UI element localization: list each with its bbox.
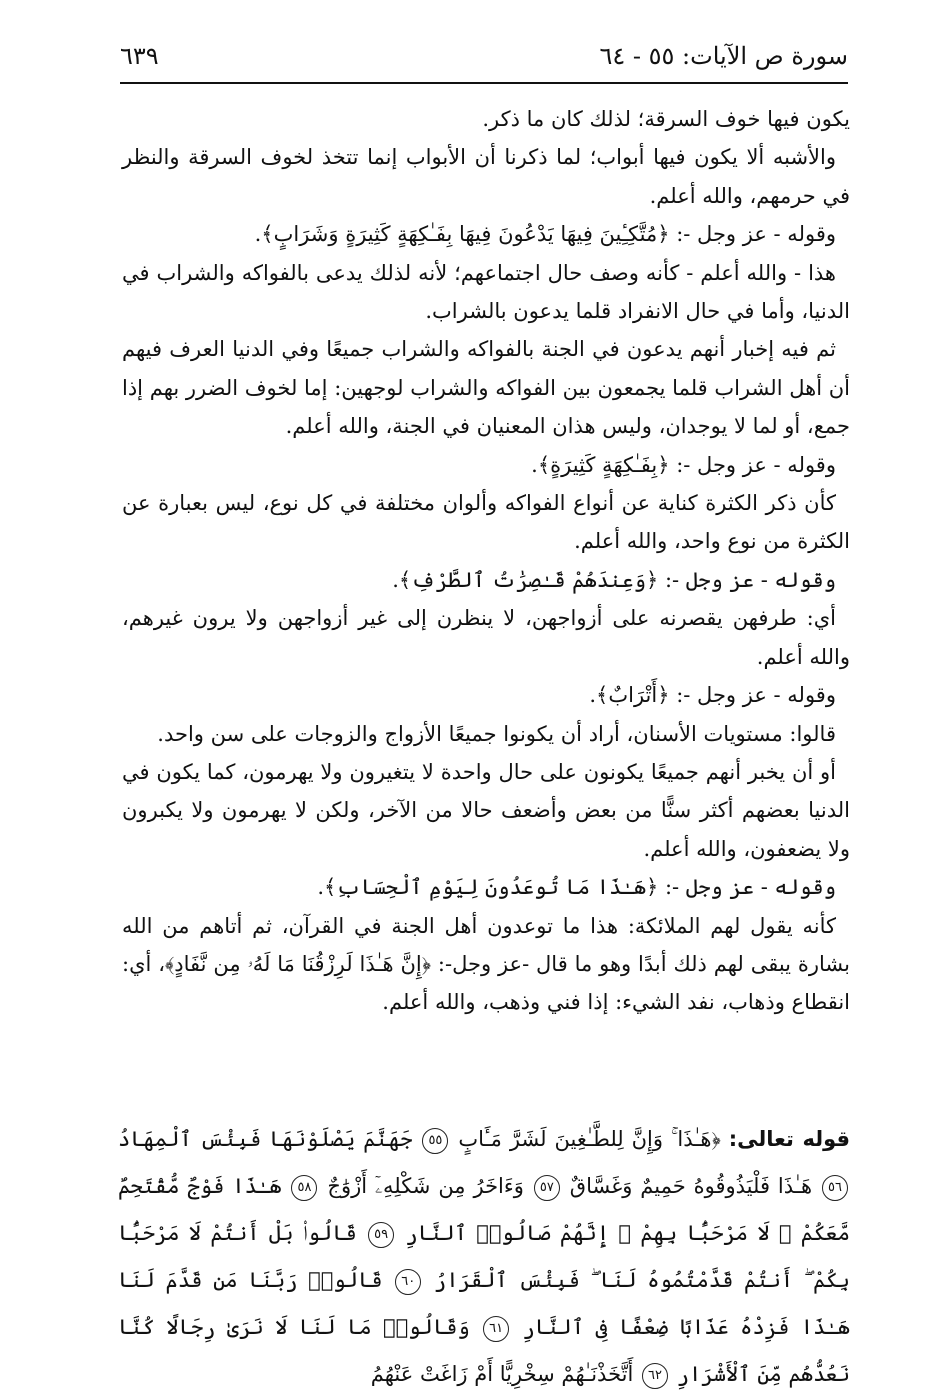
ayah-number-marker: ٥٩ [368, 1222, 394, 1248]
paragraph: هذا - والله أعلم - كأنه وصف حال اجتماعهم؛ لأنه لذلك يدعى بالفواكه والشراب في الدنيا، وأما في حال الانفراد قلما يدعون بالشراب. [122, 260, 850, 324]
ayah-number-marker: ٦٢ [642, 1363, 668, 1389]
page-header [120, 38, 848, 84]
ayah-text: قَالُوا۟ رَبَّنَا مَن قَدَّمَ لَنَا هَـٰذَا فَزِدْهُ عَذَابًا ضِعْفًا فِى ٱلنَّارِ [118, 1268, 850, 1339]
ayah-number-marker: ٦٠ [395, 1269, 421, 1295]
paragraph: كأنه يقول لهم الملائكة: هذا ما توعدون أهل الجنة في القرآن، ثم أتاهم من الله بشارة يبقى لهم ذلك أبدًا وهو ما قال -عز وجل-: ﴿إِنَّ هَـٰذَا لَرِزْقُنَا مَا لَهُۥ مِن نَّفَادٍ﴾، أي: انقطاع وذهاب، نفد الشيء: إذا فني وذهب، والله أعلم. [122, 913, 850, 1015]
paragraph: أو أن يخبر أنهم جميعًا يكونون على حال واحدة لا يتغيرون ولا يهرمون، كما يكون في الدنيا بعضهم أكثر سنًّا من بعض وأضعف حالا من الآخر، ولكن لا يهرمون ولا يكبرون ولا يضعفون، والله أعلم. [122, 759, 850, 861]
quran-passage [118, 1116, 850, 1398]
ayah-number-marker: ٥٧ [534, 1175, 560, 1201]
commentary-body [122, 100, 850, 1022]
verse-citation: وقوله - عز وجل -: ﴿أَتْرَابٌ﴾. [589, 683, 836, 708]
verse-citation: وقوله - عز وجل -: ﴿وَعِندَهُمْ قَـٰصِرَٰتُ ٱلطَّرْفِ﴾. [392, 567, 836, 592]
paragraph: أي: طرفهن يقصرنه على أزواجهن، لا ينظرن إلى غير أزواجهن ولا يرون غيرهم، والله أعلم. [122, 606, 850, 669]
paragraph: كأن ذكر الكثرة كناية عن أنواع الفواكه وألوان مختلفة في كل نوع، ليس بعبارة عن الكثرة من نوع واحد، والله أعلم. [122, 491, 850, 554]
verse-citation: وقوله - عز وجل -: ﴿هَـٰذَا مَا تُوعَدُونَ لِيَوْمِ ٱلْحِسَابِ﴾. [317, 875, 836, 900]
ayah-text: جَهَنَّمَ يَصْلَوْنَهَا فَبِئْسَ ٱلْمِهَادُ [118, 1127, 413, 1151]
ayah-number-marker: ٦١ [483, 1316, 509, 1342]
paragraph: والأشبه ألا يكون فيها أبواب؛ لما ذكرنا أن الأبواب إنما تتخذ لخوف السرقة والنظر في حرمهم، والله أعلم. [122, 145, 850, 208]
ayah-text: هَـٰذَا فَلْيَذُوقُوهُ حَمِيمٌ وَغَسَّاقٌ [569, 1174, 813, 1198]
ayah-text: وَقَالُوا۟ مَا لَنَا لَا نَرَىٰ رِجَالًا كُنَّا نَعُدُّهُم مِّنَ ٱلْأَشْرَارِ [118, 1315, 850, 1386]
verse-citation: وقوله - عز وجل -: ﴿مُتَّكِـِٔينَ فِيهَا يَدْعُونَ فِيهَا بِفَـٰكِهَةٍ كَثِيرَةٍ وَشَرَابٍ﴾. [254, 222, 836, 247]
ayah-text: ﴿هَـٰذَا ۚ وَإِنَّ لِلطَّـٰغِينَ لَشَرَّ مَـَٔابٍ [458, 1127, 721, 1151]
ayah-text: قَالُوا۟ بَلْ أَنتُمْ لَا مَرْحَبًۢا بِكُمْ ۖ أَنتُمْ قَدَّمْتُمُوهُ لَنَا ۖ فَبِئْسَ ٱلْقَرَارُ [118, 1221, 850, 1292]
ayah-number-marker: ٥٦ [822, 1175, 848, 1201]
verse-citation: وقوله - عز وجل -: ﴿بِفَـٰكِهَةٍ كَثِيرَةٍ﴾. [531, 452, 836, 477]
paragraph: يكون فيها خوف السرقة؛ لذلك كان ما ذكر. [482, 107, 850, 131]
running-title: سورة ص الآيات: ٥٥ - ٦٤ [599, 42, 848, 70]
page-number: ٦٣٩ [120, 42, 159, 70]
paragraph: ثم فيه إخبار أنهم يدعون في الجنة بالفواكه والشراب جميعًا وفي الدنيا العرف فيهم أن أهل الشراب قلما يجمعون بين الفواكه والشراب لوجهين: إما لخوف الضرر بهم إذا جمع، أو لما لا يوجدان، وليس هذان المعنيان في الجنة، والله أعلم. [122, 337, 850, 439]
ayah-text: أَتَّخَذْنَـٰهُمْ سِخْرِيًّا أَمْ زَاغَتْ عَنْهُمُ [370, 1362, 634, 1386]
ayah-text: هَـٰذَا فَوْجٌ مُّقْتَحِمٌ مَّعَكُمْ ۖ لَا مَرْحَبًۢا بِهِمْ ۚ إِنَّهُمْ صَالُوا۟ ٱلنَّارِ [118, 1174, 851, 1245]
quran-lead: قوله تعالى: [728, 1127, 850, 1151]
ayah-text: وَءَاخَرُ مِن شَكْلِهِۦٓ أَزْوَٰجٌ [327, 1174, 524, 1198]
ayah-number-marker: ٥٥ [422, 1128, 448, 1154]
ayah-number-marker: ٥٨ [291, 1175, 317, 1201]
paragraph: قالوا: مستويات الأسنان، أراد أن يكونوا جميعًا الأزواج والزوجات على سن واحد. [157, 721, 836, 746]
